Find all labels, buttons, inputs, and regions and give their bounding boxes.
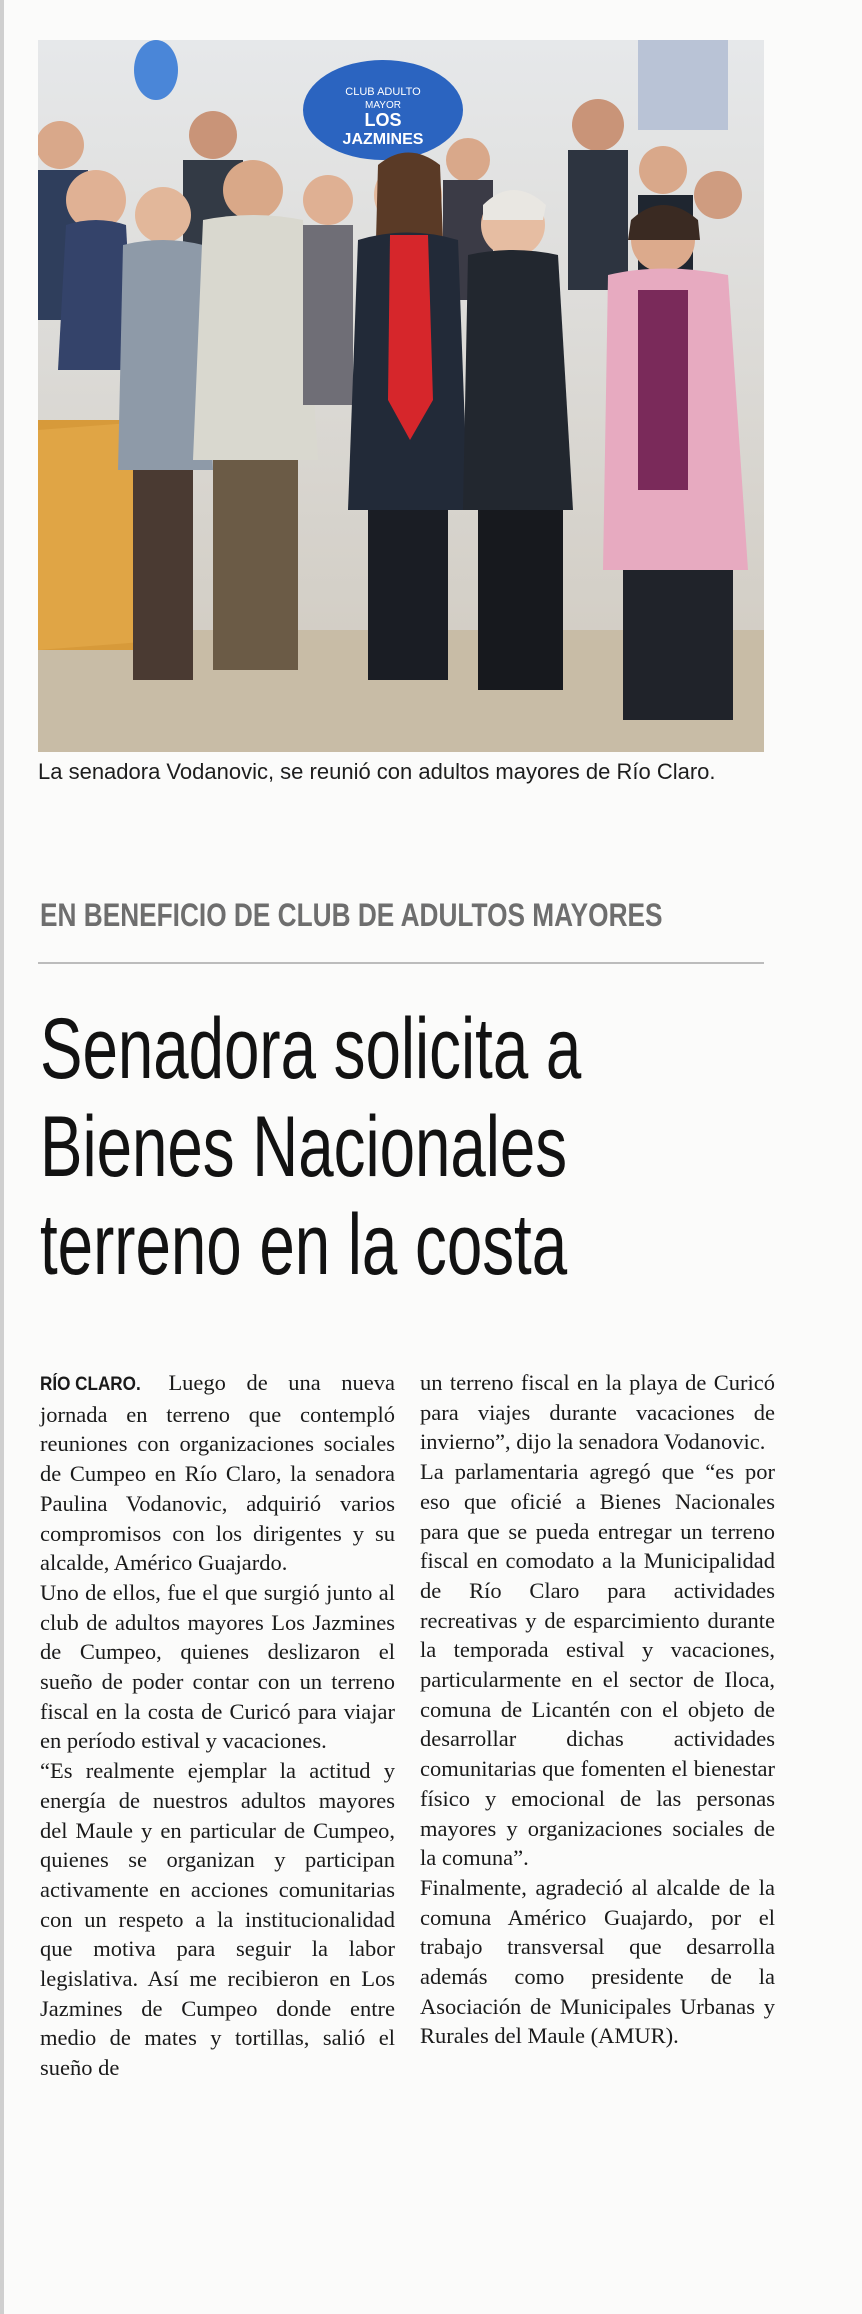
headline-line-3: terreno en la costa bbox=[40, 1197, 568, 1293]
paragraph-1-text: Luego de una nueva jornada en terreno que contempló reuniones con organizaciones sociales de Cumpeo en Río Claro, la senadora Paulina Vodanovic, adquirió varios compromisos con los dirigentes y su alcalde, Américo Guajardo. bbox=[40, 1370, 395, 1576]
people-front-row bbox=[58, 153, 748, 721]
article-headline bbox=[40, 1000, 750, 1294]
headline-line-1: Senadora solicita a bbox=[40, 1001, 582, 1097]
page-edge-rule bbox=[0, 0, 4, 2314]
headline-line-2: Bienes Nacionales bbox=[40, 1099, 568, 1195]
article-paragraph-4: un terreno fiscal en la playa de Curicó para viajes durante vacaciones de invierno”, dijo la senadora Vodanovic. bbox=[420, 1370, 775, 1455]
article-paragraph-6: Finalmente, agradeció al alcalde de la comuna Américo Guajardo, por el trabajo transversal que desarrolla además como presidente de la Asociación de Municipales Urbanas y Rurales del Maule (AMUR). bbox=[420, 1874, 775, 2049]
dateline: RÍO CLARO. bbox=[40, 1374, 141, 1395]
group-photo-illustration bbox=[38, 40, 764, 752]
article-paragraph-3: “Es realmente ejemplar la actitud y energía de nuestros adultos mayores del Maule y en particular de Cumpeo, quienes se organizan y participan activamente en acciones comunitarias con un respeto a la institucionalidad que motiva para seguir la labor legislativa. Así me recibieron en Los Jazmines de Cumpeo donde entre medio de mates y tortillas, salió el sueño de bbox=[40, 1758, 395, 2081]
article-paragraph-2: Uno de ellos, fue el que surgió junto al club de adultos mayores Los Jazmines de Cumpeo, quienes deslizaron el sueño de poder contar con un terreno fiscal en la costa de Curicó para viajar en período estival y vacaciones. bbox=[40, 1579, 395, 1754]
banner-line-3: LOS bbox=[364, 110, 402, 130]
banner-line-1: CLUB ADULTO bbox=[345, 86, 421, 98]
section-kicker: EN BENEFICIO DE CLUB DE ADULTOS MAYORES bbox=[40, 897, 663, 933]
article-paragraph-1 bbox=[40, 1368, 395, 1578]
banner-line-4: JAZMINES bbox=[342, 131, 424, 148]
photo-caption: La senadora Vodanovic, se reunió con adultos mayores de Río Claro. bbox=[38, 759, 716, 784]
article-column-right bbox=[420, 1368, 775, 2051]
article-column-left bbox=[40, 1368, 395, 2083]
article-photo bbox=[38, 40, 764, 752]
banner-line-2: MAYOR bbox=[365, 100, 401, 111]
article-paragraph-5: La parlamentaria agregó que “es por eso que oficié a Bienes Nacionales para que se pueda entregar un terreno fiscal en comodato a la Municipalidad de Río Claro para actividades recreativas y de esparcimiento durante la temporada estival y vacaciones, particularmente en el sector de Iloca, comuna de Licantén con el objeto de desarrollar dichas actividades comunitarias que fomenten el bienestar físico y emocional de las personas mayores y organizaciones sociales de la comuna”. bbox=[420, 1459, 775, 1871]
kicker-divider bbox=[38, 962, 764, 964]
